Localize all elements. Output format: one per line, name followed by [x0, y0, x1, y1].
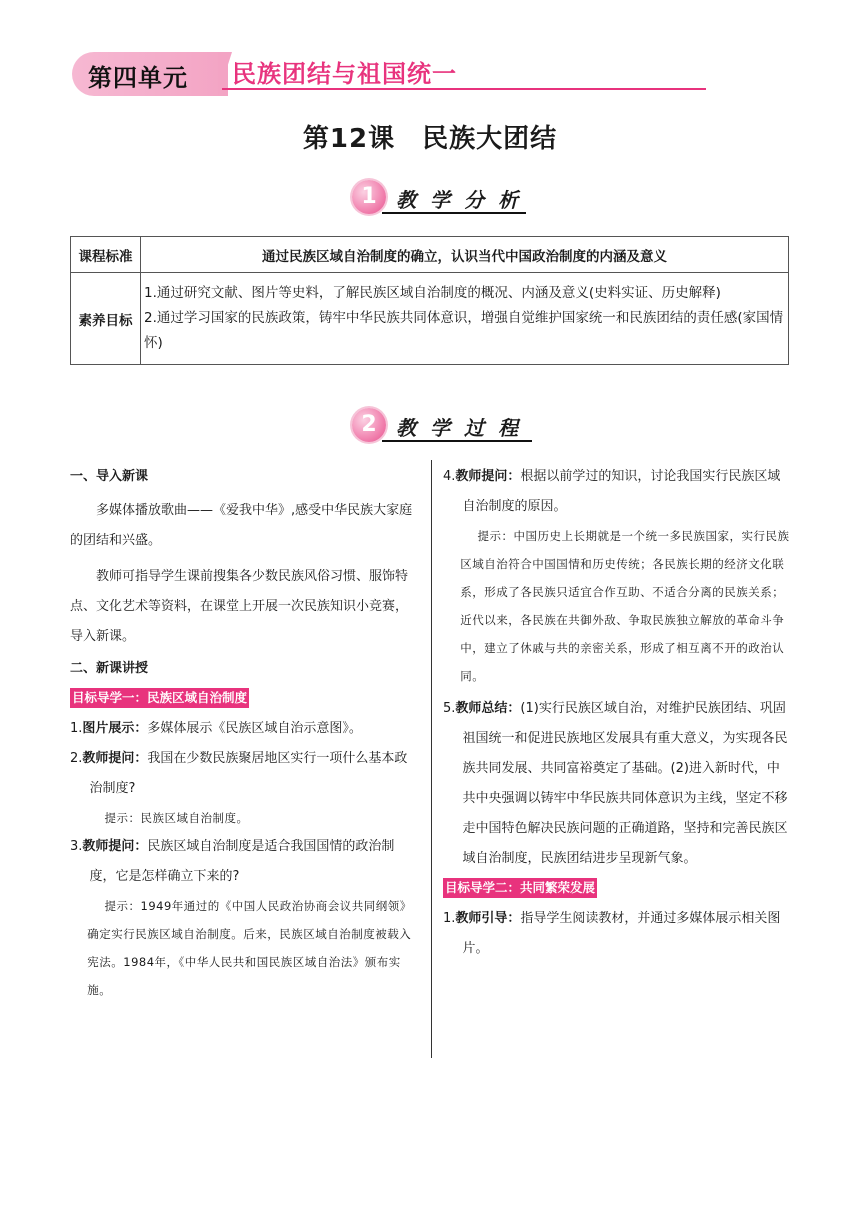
item-number: 1. [70, 721, 83, 736]
section-title: 教学过程 [396, 416, 532, 440]
paragraph: 多媒体播放歌曲——《爱我中华》,感受中华民族大家庭的团结和兴盛。 [70, 503, 413, 548]
unit-title: 民族团结与祖国统一 [232, 60, 457, 88]
literacy-goal-label: 素养目标 [71, 273, 141, 365]
literacy-goals [141, 273, 789, 365]
hint: 提示：民族区域自治制度。 [104, 811, 249, 825]
section-number-badge: 1 [352, 180, 386, 214]
item-text: 民族区域自治制度是适合我国国情的政治制度，它是怎样确立下来的? [89, 839, 395, 884]
column-divider [431, 460, 432, 1058]
paragraph: 教师可指导学生课前搜集各少数民族风俗习惯、服饰特点、文化艺术等资料，在课堂上开展一次民族知识小竞赛，导入新课。 [70, 569, 409, 644]
course-standard-label: 课程标准 [71, 237, 141, 273]
item-text: (1)实行民族区域自治，对维护民族团结、巩固祖国统一和促进民族地区发展具有重大意义，为实现各民族共同发展、共同富裕奠定了基础。(2)进入新时代，中共中央强调以铸牢中华民族共同体意识为主线，坚定不移走中国特色解决民族问题的正确道路，坚持和完善民族区域自治制度，民族团结进步呈现新气象。 [462, 701, 788, 866]
hint: 提示：中国历史上长期就是一个统一多民族国家，实行民族区域自治符合中国国情和历史传统；各民族长期的经济文化联系，形成了各民族只适宜合作互助、不适合分离的民族关系；近代以来，各民族在共御外敌、争取民族独立解放的革命斗争中，建立了休戚与共的亲密关系，形成了相互离不开的政治认同。 [460, 529, 790, 683]
heading-new-lesson: 二、新课讲授 [70, 661, 149, 676]
item-text: 指导学生阅读教材，并通过多媒体展示相关图片。 [462, 911, 781, 956]
list-item [443, 694, 790, 874]
item-key: 图片展示： [82, 721, 148, 736]
goal-tag: 目标导学一：民族区域自治制度 [70, 688, 249, 708]
item-key: 教师提问： [82, 751, 148, 766]
analysis-table [70, 236, 789, 365]
item-key: 教师提问： [82, 839, 148, 854]
section-underline [382, 212, 526, 214]
list-item [70, 832, 418, 892]
right-column [443, 462, 790, 964]
goal-tag: 目标导学二：共同繁荣发展 [443, 878, 597, 898]
item-text: 我国在少数民族聚居地区实行一项什么基本政治制度? [89, 751, 408, 796]
table-row [71, 273, 789, 365]
section-underline [382, 440, 532, 442]
item-text: 多媒体展示《民族区域自治示意图》。 [147, 721, 362, 736]
item-number: 4. [443, 469, 456, 484]
list-item [443, 904, 790, 964]
goal-item: 1.通过研究文献、图片等史料，了解民族区域自治制度的概况、内涵及意义(史料实证、历史解释) [144, 285, 721, 301]
item-number: 3. [70, 839, 83, 854]
unit-header [72, 46, 706, 98]
item-key: 教师引导： [455, 911, 521, 926]
goal-item: 2.通过学习国家的民族政策，铸牢中华民族共同体意识，增强自觉维护国家统一和民族团结的责任感(家国情怀) [144, 310, 784, 351]
unit-label: 第四单元 [88, 64, 188, 92]
list-item [443, 462, 790, 522]
item-number: 1. [443, 911, 456, 926]
left-column [70, 462, 418, 1004]
table-row [71, 237, 789, 273]
section-heading-analysis [352, 178, 532, 218]
section-title: 教学分析 [396, 188, 532, 212]
heading-intro: 一、导入新课 [70, 469, 149, 484]
list-item [70, 714, 418, 744]
course-standard-text: 通过民族区域自治制度的确立，认识当代中国政治制度的内涵及意义 [141, 237, 789, 273]
section-heading-process [352, 406, 552, 446]
item-text: 根据以前学过的知识，讨论我国实行民族区域自治制度的原因。 [462, 469, 781, 514]
lesson-title: 第12课 民族大团结 [302, 124, 558, 154]
item-key: 教师总结： [455, 701, 521, 716]
item-number: 2. [70, 751, 83, 766]
list-item [70, 744, 418, 804]
item-key: 教师提问： [455, 469, 521, 484]
section-number-badge: 2 [352, 408, 386, 442]
item-number: 5. [443, 701, 456, 716]
hint: 提示：1949年通过的《中国人民政治协商会议共同纲领》确定实行民族区域自治制度。后来，民族区域自治制度被载入宪法。1984年，《中华人民共和国民族区域自治法》颁布实施。 [87, 899, 412, 997]
